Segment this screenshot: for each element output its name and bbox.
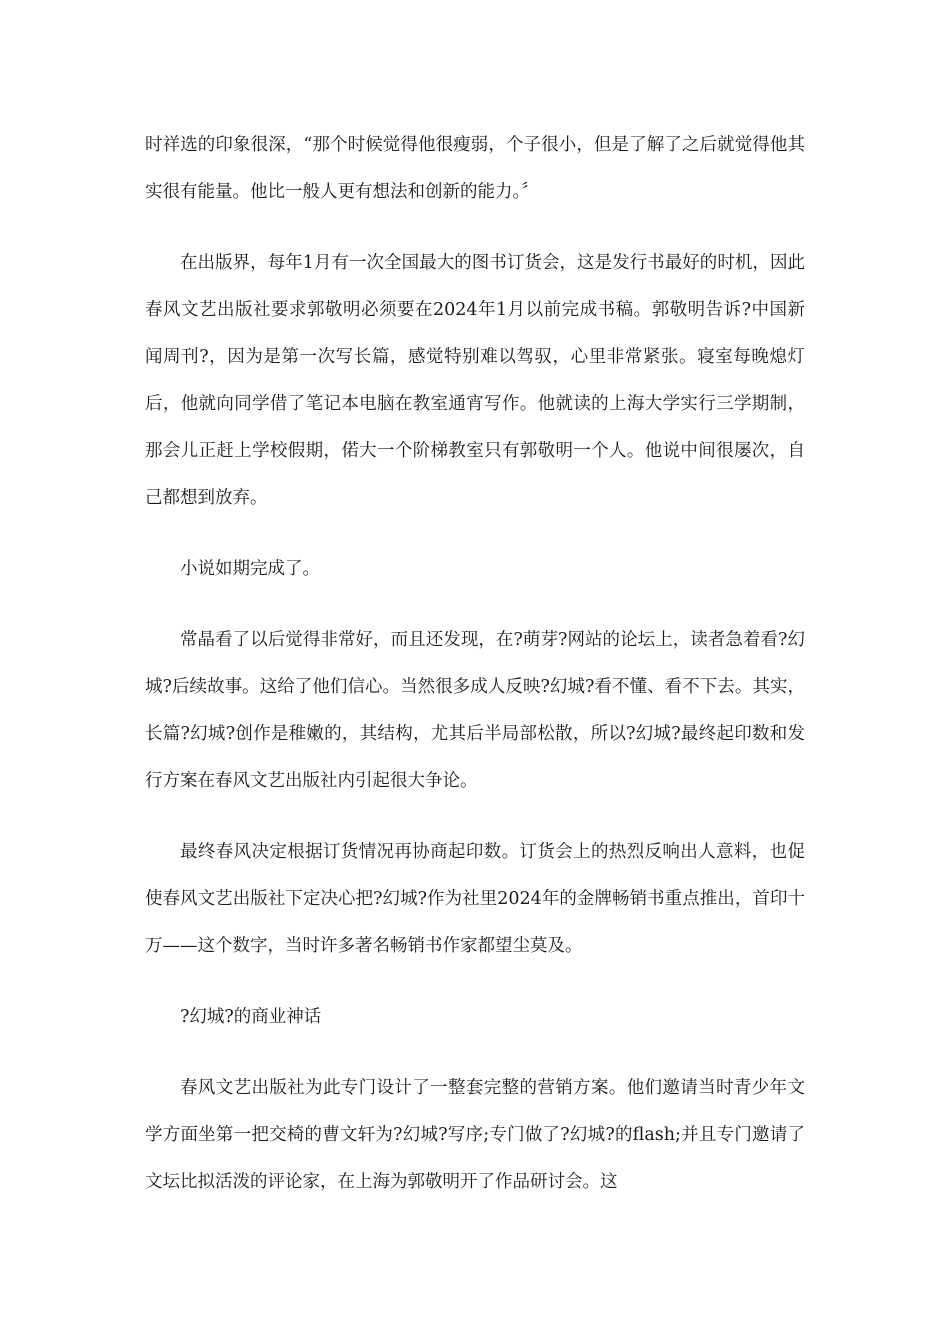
paragraph-2: 在出版界，每年1月有一次全国最大的图书订货会，这是发行书最好的时机，因此春风文艺出版社要求郭敬明必须要在2024年1月以前完成书稿。郭敬明告诉?中国新闻周刊?，因为是第一次写长篇，感觉特别难以驾驭，心里非常紧张。寝室每晚熄灯后，他就向同学借了笔记本电脑在教室通宵写作。他就读的上海大学实行三学期制，那会儿正赶上学校假期，偌大一个阶梯教室只有郭敬明一个人。他说中间很屡次，自己都想到放弃。 xyxy=(145,253,805,508)
paragraph-6: 春风文艺出版社为此专门设计了一整套完整的营销方案。他们邀请当时青少年文学方面坐第一把交椅的曹文轩为?幻城?写序;专门做了?幻城?的flash;并且专门邀请了文坛比拟活泼的评论家，在上海为郭敬明开了作品研讨会。这 xyxy=(145,1078,805,1192)
section-heading: ?幻城?的商业神话 xyxy=(180,1007,322,1027)
paragraph-3: 小说如期完成了。 xyxy=(180,559,320,579)
paragraph-5: 最终春风决定根据订货情况再协商起印数。订货会上的热烈反响出人意料，也促使春风文艺出版社下定决心把?幻城?作为社里2024年的金牌畅销书重点推出，首印十万——这个数字，当时许多著名畅销书作家都望尘莫及。 xyxy=(145,842,805,956)
document-body xyxy=(145,122,805,1230)
paragraph-4: 常晶看了以后觉得非常好，而且还发现，在?萌芽?网站的论坛上，读者急着看?幻城?后续故事。这给了他们信心。当然很多成人反映?幻城?看不懂、看不下去。其实，长篇?幻城?创作是稚嫩的，其结构，尤其后半局部松散，所以?幻城?最终起印数和发行方案在春风文艺出版社内引起很大争论。 xyxy=(145,630,805,791)
paragraph-1: 时祥选的印象很深，“那个时候觉得他很瘦弱，个子很小，但是了解了之后就觉得他其实很有能量。他比一般人更有想法和创新的能力。〞 xyxy=(145,135,805,202)
